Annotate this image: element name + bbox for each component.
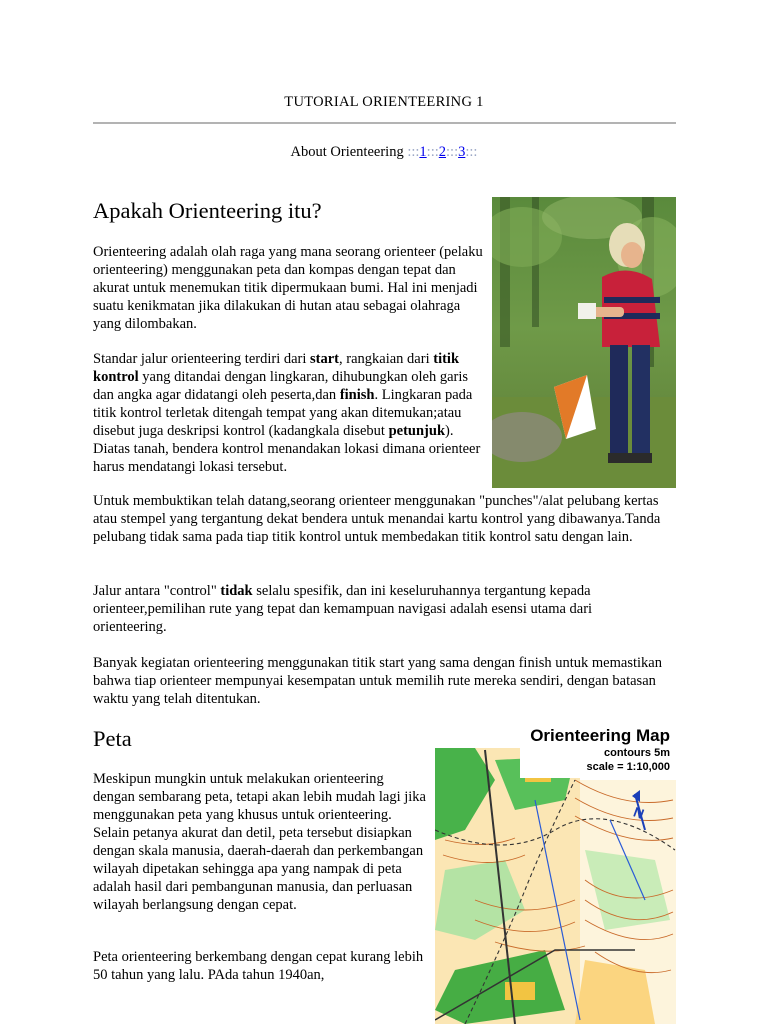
nav-label: About Orienteering xyxy=(290,144,408,160)
svg-text:N: N xyxy=(631,803,647,823)
paragraph-punches: Untuk membuktikan telah datang,seorang orienteer menggunakan "punches"/alat pelubang kertas atau stempel yang tergantung dekat bendera untuk menandai kartu kontrol yang dibawanya.Tanda pelubang tidak sama pada tiap titik kontrol untuk membedakan titik kontrol satu dengan lain. xyxy=(93,493,661,545)
paragraph-intro: Orienteering adalah olah raga yang mana seorang orienteer (pelaku orienteering) menggunakan peta dan kompas dengan tepat dan akurat untuk menemukan titik dipermukaan bumi. Hal ini menjadi suatu kenikmatan jika dilakukan di hutan atau sebagai olahraga yang dilombakan. xyxy=(93,244,483,332)
nav-link-1[interactable]: 1 xyxy=(419,144,427,160)
paragraph-map-history: Peta orienteering berkembang dengan cepat kurang lebih 50 tahun yang lalu. PAda tahun 1940an, xyxy=(93,949,424,983)
bold-term-tidak: tidak xyxy=(220,583,253,599)
paragraph-map-intro: Meskipun mungkin untuk melakukan orienteering dengan sembarang peta, tetapi akan lebih mudah lagi jika menggunakan peta yang khusus untuk orienteering. Selain petanya akurat dan detil, peta tersebut disiapkan dengan skala manusia, daerah-daerah dan perkembangan wilayah dipetakan sehingga apa yang nampak di peta adalah hasil dari pembangunan manusia, dan perluasan wilayah berlangsung dengan cepat. xyxy=(93,771,426,913)
nav-separator: ::: xyxy=(407,144,420,160)
text-span: yang ditandai dengan lingkaran, dihubungkan oleh garis dan angka agar didatangi oleh peserta,dan xyxy=(93,369,469,403)
paragraph-start-finish: Banyak kegiatan orienteering menggunakan titik start yang sama dengan finish untuk memastikan bahwa tiap orienteer mempunyai kesempatan untuk memilih rute mereka sendiri, dengan batasan waktu yang telah ditentukan. xyxy=(93,655,662,707)
bold-term-control: titik kontrol xyxy=(93,351,460,385)
nav-separator: ::: xyxy=(465,144,478,160)
page-navigation xyxy=(0,144,768,161)
orienteer-photo xyxy=(492,197,676,488)
bold-term-start: start xyxy=(310,351,340,367)
text-span: ). Diatas tanah, bendera kontrol menandakan lokasi dimana orienteer harus mendatangi lokasi tersebut. xyxy=(93,423,481,475)
section-heading-peta: Peta xyxy=(93,726,132,751)
nav-separator: ::: xyxy=(446,144,459,160)
nav-link-2[interactable]: 2 xyxy=(438,144,447,160)
bold-term-finish: finish xyxy=(339,387,375,403)
map-contours-label: contours 5m xyxy=(603,747,670,759)
nav-separator: ::: xyxy=(426,144,439,160)
text-span: selalu spesifik, dan ini keseluruhannya tergantung kepada orienteer,pemilihan rute yang tepat dan kemampuan navigasi adalah esensi utama dari orienteering. xyxy=(93,583,593,635)
text-span: , rangkaian dari xyxy=(339,351,434,367)
map-title: Orienteering Map xyxy=(530,726,670,745)
paragraph-route xyxy=(93,582,653,636)
text-span: Jalur antara "control" xyxy=(93,583,221,599)
text-span: . Lingkaran pada titik kontrol terletak ditengah tempat yang akan ditemukan;atau disebut juga deskripsi kontrol (kadangkala disebut xyxy=(93,387,473,439)
map-scale-label: scale = 1:10,000 xyxy=(586,761,670,773)
section-heading-orienteering: Apakah Orienteering itu? xyxy=(93,198,322,223)
horizontal-rule xyxy=(93,122,676,124)
text-span: Standar jalur orienteering terdiri dari xyxy=(93,351,311,367)
nav-link-3[interactable]: 3 xyxy=(458,144,466,160)
bold-term-petunjuk: petunjuk xyxy=(388,423,446,439)
paragraph-course xyxy=(93,350,491,476)
page-title: TUTORIAL ORIENTEERING 1 xyxy=(284,94,484,110)
orienteering-map-image xyxy=(435,720,676,1024)
